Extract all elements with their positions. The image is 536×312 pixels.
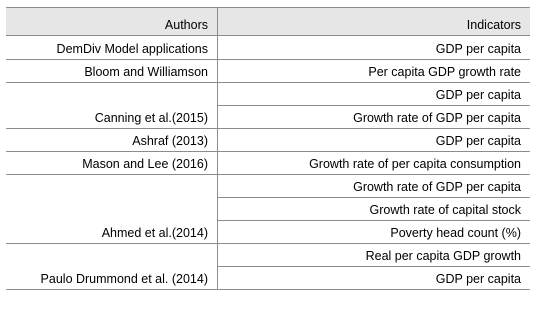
author-cell: Ahmed et al.(2014) xyxy=(101,225,208,240)
author-cell: DemDiv Model applications xyxy=(56,41,208,56)
header-authors: Authors xyxy=(6,7,217,35)
indicator-cell: Growth rate of per capita consumption xyxy=(309,156,521,171)
indicator-cell: GDP per capita xyxy=(435,133,521,148)
indicator-cell: Per capita GDP growth rate xyxy=(368,64,521,79)
author-cell: Canning et al.(2015) xyxy=(94,110,208,125)
author-cell: Mason and Lee (2016) xyxy=(82,156,208,171)
indicator-cell: Growth rate of capital stock xyxy=(369,202,521,217)
column-divider xyxy=(217,7,218,289)
indicator-cell: Growth rate of GDP per capita xyxy=(353,179,521,194)
indicator-cell: Growth rate of GDP per capita xyxy=(353,110,521,125)
author-cell: Ashraf (2013) xyxy=(132,133,208,148)
indicator-cell: GDP per capita xyxy=(435,87,521,102)
header-indicators: Indicators xyxy=(218,7,530,35)
indicator-cell: GDP per capita xyxy=(435,41,521,56)
row-divider xyxy=(6,289,530,290)
header-top-border xyxy=(6,7,530,8)
indicator-cell: GDP per capita xyxy=(435,271,521,286)
indicator-cell: Poverty head count (%) xyxy=(390,225,521,240)
author-cell: Paulo Drummond et al. (2014) xyxy=(40,271,208,286)
indicator-cell: Real per capita GDP growth xyxy=(365,248,521,263)
author-cell: Bloom and Williamson xyxy=(84,64,208,79)
